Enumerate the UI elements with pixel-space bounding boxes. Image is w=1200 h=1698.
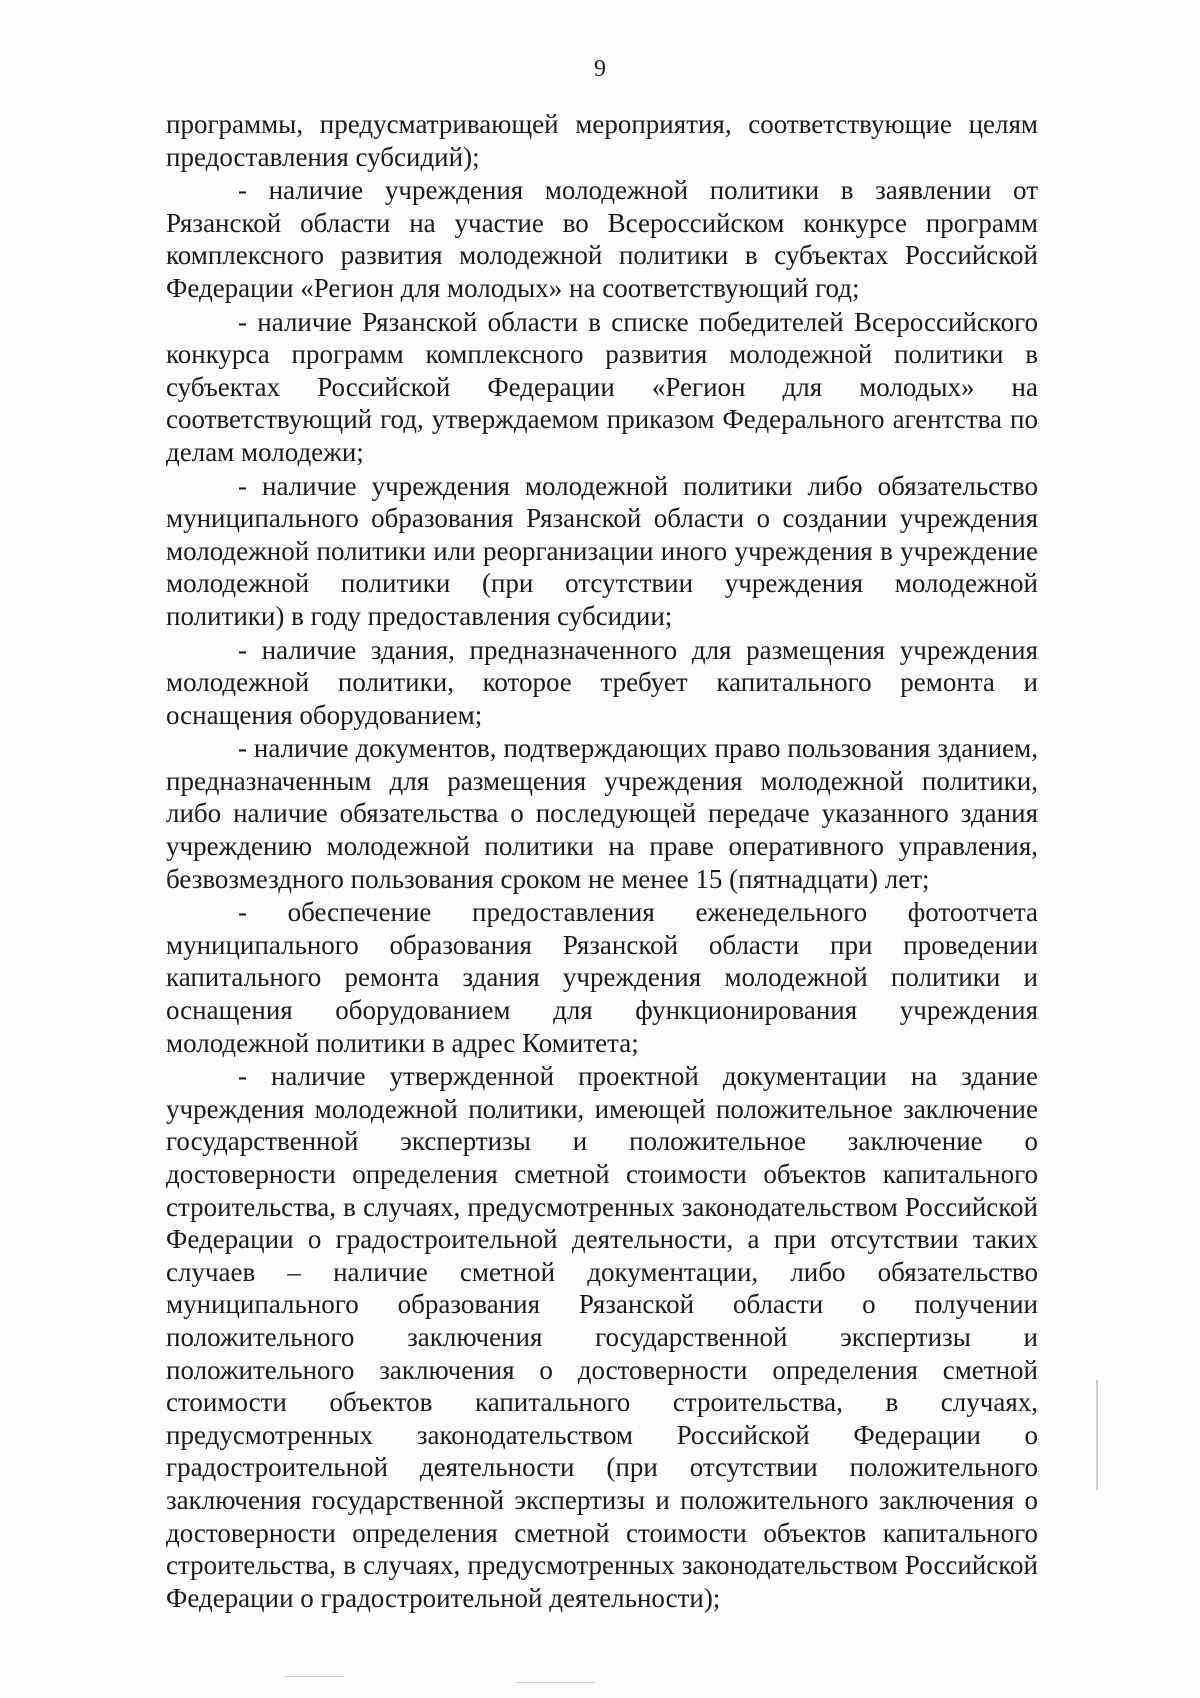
paragraph-competition-winners: - наличие Рязанской области в списке победителей Всероссийского конкурса программ комплексного развития молодежной политики в субъектах Российской Федерации «Регион для молодых» на соответствующий год, утверждаемом приказом Федерального агентства по делам молодежи; [166, 306, 1038, 467]
scan-artifact [284, 1676, 344, 1677]
scan-artifact [1096, 1380, 1098, 1490]
paragraph-usage-rights-documents: - наличие документов, подтверждающих право пользования зданием, предназначенным для размещения учреждения молодежной политики, либо наличие обязательства о последующей передаче указанного здания учреждению молодежной политики на праве оперативного управления, безвозмездного пользования сроком не менее 15 (пятнадцати) лет; [166, 733, 1038, 894]
paragraph-youth-institution-in-application: - наличие учреждения молодежной политики в заявлении от Рязанской области на участие во Всероссийском конкурсе программ комплексного развития молодежной политики в субъектах Российской Федерации «Регион для молодых» на соответствующий год; [166, 175, 1038, 303]
page-number: 9 [594, 56, 606, 82]
paragraph-building-availability: - наличие здания, предназначенного для размещения учреждения молодежной политики, которое требует капитального ремонта и оснащения оборудованием; [166, 634, 1038, 730]
paragraph-continuation: программы, предусматривающей мероприятия, соответствующие целям предоставления субсидий); [166, 109, 1038, 172]
document-body [166, 108, 1038, 1615]
paragraph-project-documentation: - наличие утвержденной проектной документации на здание учреждения молодежной политики, имеющей положительное заключение государственной экспертизы и положительное заключение о достоверности определения сметной стоимости объектов капитального строительства, в случаях, предусмотренных законодательством Российской Федерации о градостроительной деятельности, а при отсутствии таких случаев – наличие сметной документации, либо обязательство муниципального образования Рязанской области о получении положительного заключения государственной экспертизы и положительного заключения о достоверности определения сметной стоимости объектов капитального строительства, в случаях, предусмотренных законодательством Российской Федерации о градостроительной деятельности (при отсутствии положительного заключения государственной экспертизы и положительного заключения о достоверности определения сметной стоимости объектов капитального строительства, в случаях, предусмотренных законодательством Российской Федерации о градостроительной деятельности); [166, 1061, 1038, 1613]
paragraph-weekly-photo-report: - обеспечение предоставления еженедельного фотоотчета муниципального образования Рязанской области при проведении капитального ремонта здания учреждения молодежной политики и оснащения оборудованием для функционирования учреждения молодежной политики в адрес Комитета; [166, 897, 1038, 1058]
paragraph-institution-or-obligation: - наличие учреждения молодежной политики либо обязательство муниципального образования Рязанской области о создании учреждения молодежной политики или реорганизации иного учреждения в учреждение молодежной политики (при отсутствии учреждения молодежной политики) в году предоставления субсидии; [166, 470, 1038, 631]
scan-artifact [515, 1682, 595, 1683]
